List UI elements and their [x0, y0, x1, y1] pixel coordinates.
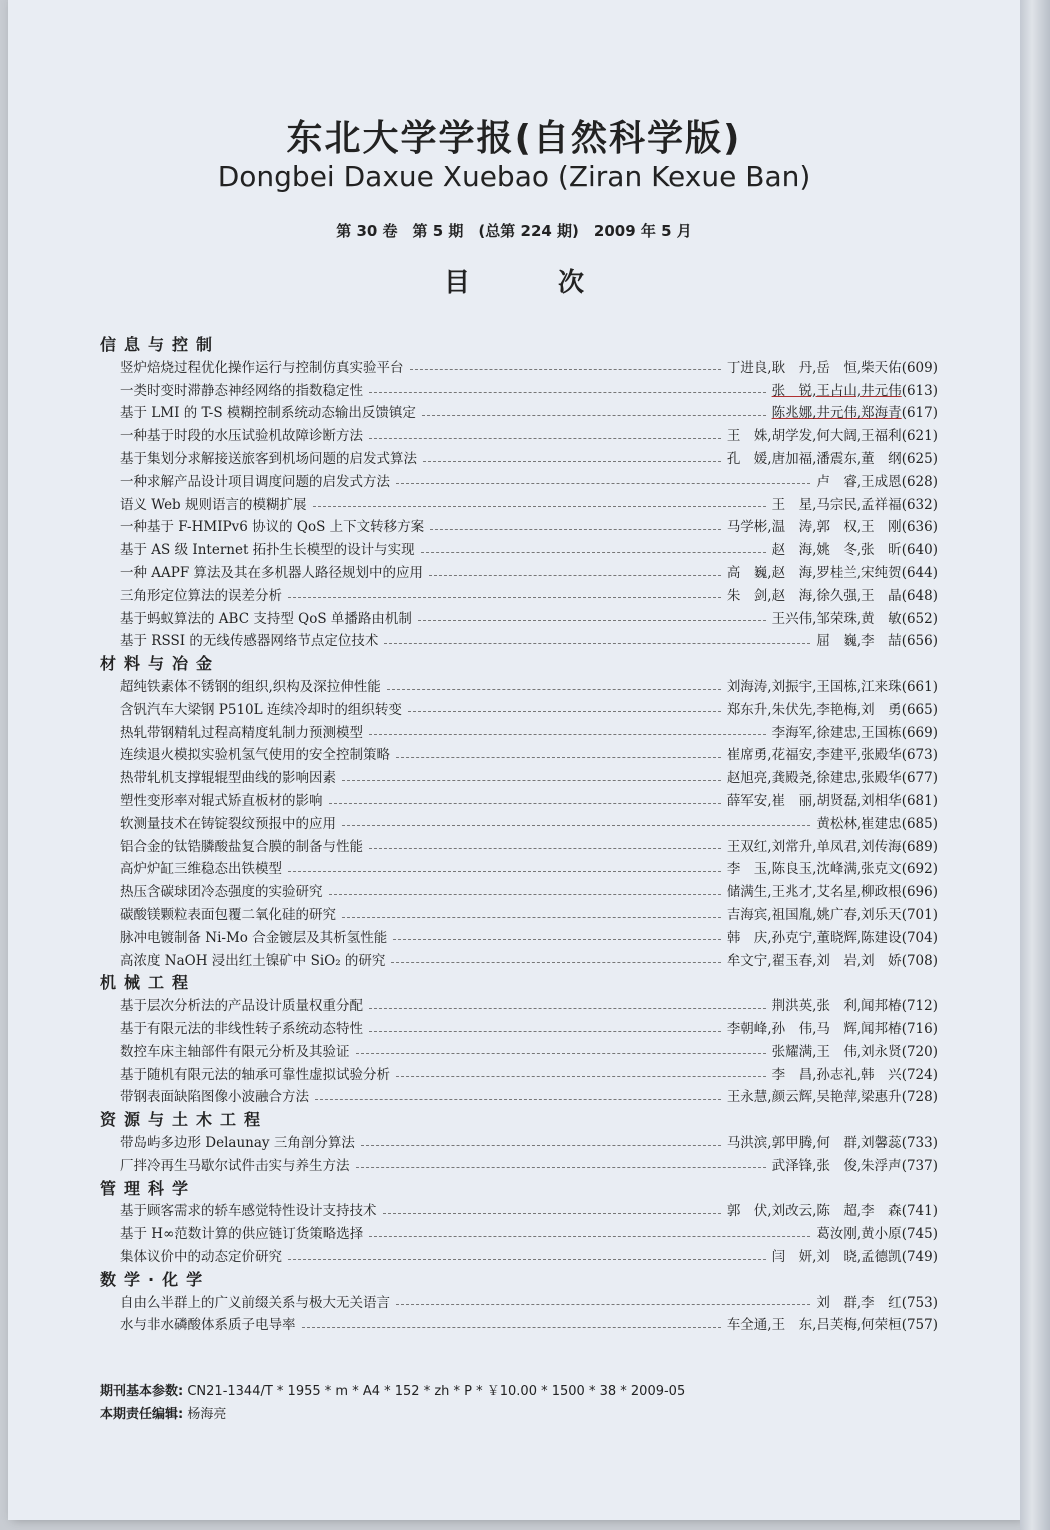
dot-leader [418, 620, 766, 621]
article-title: 热带轧机支撑辊辊型曲线的影响因素 [120, 770, 336, 787]
article-authors: 李 玉,陈良玉,沈峰满,张克文 [726, 861, 902, 878]
article-authors: 王 星,马宗民,孟祥福 [771, 496, 902, 513]
article-title: 高浓度 NaOH 浸出红土镍矿中 SiO₂ 的研究 [120, 952, 386, 969]
dot-leader [396, 483, 810, 484]
article-authors: 闫 妍,刘 晓,孟德凯 [771, 1249, 902, 1265]
article-authors: 刘 群,李 红 [816, 1294, 902, 1311]
page-number: (692) [901, 861, 938, 878]
article-authors: 李海军,徐建忠,王国栋 [771, 724, 902, 741]
journal-title-cn: 东北大学学报(自然科学版) [286, 118, 742, 159]
page-number: (712) [901, 998, 938, 1015]
article-title: 含钒汽车大梁钢 P510L 连续冷却时的组织转变 [120, 701, 402, 718]
page-number: (656) [901, 633, 938, 650]
article-authors: 王 姝,胡学发,何大阔,王福利 [726, 428, 902, 445]
dot-leader [383, 1213, 721, 1214]
article-authors: 赵旭亮,龚殿尧,徐建忠,张殿华 [726, 770, 902, 787]
article-authors: 王兴伟,邹荣珠,黄 敏 [771, 610, 902, 627]
toc-entry[interactable] [120, 1200, 938, 1222]
article-authors: 李 昌,孙志礼,韩 兴 [771, 1066, 902, 1083]
article-title: 带岛屿多边形 Delaunay 三角剖分算法 [120, 1135, 355, 1151]
article-title: 基于层次分析法的产品设计质量权重分配 [120, 998, 363, 1015]
article-title: 一种求解产品设计项目调度问题的启发式方法 [120, 473, 390, 490]
article-authors: 刘海涛,刘振宇,王国栋,江来珠 [726, 679, 902, 695]
article-authors: 葛汝刚,黄小原 [816, 1226, 902, 1243]
article-title: 塑性变形率对辊式矫直板材的影响 [120, 793, 323, 809]
section-heading: 材料与冶金 [100, 654, 221, 674]
article-title: 基于 LMI 的 T-S 模糊控制系统动态输出反馈镇定 [120, 405, 416, 422]
article-title: 脉冲电镀制备 Ni-Mo 合金镀层及其析氢性能 [120, 929, 388, 946]
article-authors: 高 巍,赵 海,罗桂兰,宋纯贺 [726, 565, 902, 581]
toc-entry[interactable] [120, 676, 938, 698]
dot-leader [342, 825, 810, 826]
article-authors: 陈兆娜,井元伟,郑海青 [771, 405, 902, 422]
article-title: 软测量技术在铸锭裂纹预报中的应用 [120, 815, 336, 832]
toc-entry[interactable] [120, 950, 938, 972]
article-authors: 张耀满,王 伟,刘永贤 [771, 1043, 902, 1060]
dot-leader [329, 803, 721, 804]
page-number: (640) [901, 542, 938, 559]
contents-heading: 目次 [443, 268, 672, 298]
page-number: (728) [901, 1089, 938, 1106]
dot-leader [421, 552, 766, 553]
article-authors: 屈 巍,李 喆 [816, 633, 902, 650]
params-value: CN21-1344/T * 1955 * m * A4 * 152 * zh * P * ￥10.00 * 1500 * 38 * 2009-05 [187, 1384, 686, 1399]
dot-leader [369, 1031, 721, 1032]
dot-leader [369, 392, 766, 393]
toc-entry[interactable] [120, 744, 938, 766]
article-title: 自由么半群上的广义前缀关系与极大无关语言 [120, 1294, 390, 1311]
article-authors: 崔席勇,花福安,李建平,张殿华 [726, 747, 902, 764]
toc-entry[interactable] [120, 1018, 938, 1040]
article-authors: 车全通,王 东,吕芙梅,何荣桓 [726, 1317, 902, 1334]
dot-leader [387, 689, 721, 690]
toc-entry[interactable] [120, 425, 938, 447]
dot-leader [369, 734, 766, 735]
section-heading: 机械工程 [100, 973, 197, 993]
article-authors: 朱 剑,赵 海,徐久强,王 晶 [726, 587, 902, 604]
page-number: (621) [901, 428, 938, 445]
page-number: (673) [901, 747, 938, 764]
page-number: (741) [901, 1203, 938, 1220]
article-authors: 吉海宾,祖国胤,姚广春,刘乐天 [726, 907, 902, 923]
article-title: 基于 AS 级 Internet 拓扑生长模型的设计与实现 [120, 542, 415, 559]
article-title: 三角形定位算法的误差分析 [120, 587, 282, 604]
article-title: 集体议价中的动态定价研究 [120, 1249, 282, 1265]
toc-entry[interactable] [120, 836, 938, 858]
dot-leader [329, 894, 721, 895]
article-authors: 黄松林,崔建忠 [816, 815, 902, 832]
page-number: (708) [901, 952, 938, 969]
section-heading: 信息与控制 [100, 335, 221, 354]
article-authors: 储满生,王兆才,艾名星,柳政根 [726, 884, 902, 901]
dot-leader [430, 529, 721, 530]
toc-entry[interactable] [120, 1132, 938, 1154]
toc-entry[interactable] [120, 357, 938, 379]
page-number: (652) [901, 610, 938, 627]
page-number: (704) [901, 929, 938, 946]
journal-title-en: Dongbei Daxue Xuebao (Ziran Kexue Ban) [217, 160, 811, 193]
article-authors: 王双红,刘常升,单凤君,刘传海 [726, 838, 902, 855]
toc-entry[interactable] [120, 881, 938, 903]
toc-entry[interactable] [120, 995, 938, 1017]
article-authors: 薛军安,崔 丽,胡贤磊,刘相华 [726, 793, 902, 809]
article-title: 热轧带钢精轧过程高精度轧制力预测模型 [120, 724, 363, 741]
editor-label: 本期责任编辑: [100, 1407, 184, 1422]
page-number: (677) [901, 770, 938, 787]
page-number: (696) [901, 884, 938, 901]
dot-leader [369, 1236, 810, 1237]
page-number: (648) [901, 587, 938, 604]
section-heading: 数学·化学 [100, 1269, 211, 1289]
dot-leader [361, 1145, 721, 1146]
article-authors: 赵 海,姚 冬,张 昕 [771, 542, 902, 559]
dot-leader [396, 1304, 810, 1305]
dot-leader [410, 369, 721, 370]
article-authors: 荆洪英,张 利,闻邦椿 [771, 998, 902, 1015]
toc-entry[interactable] [120, 813, 938, 835]
article-authors: 郑东升,朱伏先,李艳梅,刘 勇 [726, 701, 902, 718]
article-title: 基于 RSSI 的无线传感器网络节点定位技术 [120, 633, 379, 650]
dot-leader [369, 848, 721, 849]
dot-leader [356, 1053, 766, 1054]
dot-leader [342, 917, 721, 918]
article-title: 铝合金的钛锆膦酸盐复合膜的制备与性能 [120, 838, 363, 855]
dot-leader [288, 1259, 766, 1260]
article-authors: 张 锐,王占山,井元伟 [771, 382, 902, 399]
dot-leader [396, 1076, 766, 1077]
toc-entry[interactable] [120, 402, 938, 424]
article-authors: 李朝峰,孙 伟,马 辉,闻邦椿 [726, 1021, 902, 1037]
page-number: (609) [901, 359, 938, 376]
article-authors: 卢 睿,王成恩 [816, 473, 902, 490]
page-number: (617) [901, 405, 938, 422]
dot-leader [356, 1167, 766, 1168]
toc-entry[interactable] [120, 790, 938, 812]
dot-leader [288, 597, 721, 598]
journal-params [100, 1380, 685, 1399]
toc-entry[interactable] [120, 380, 938, 402]
article-title: 基于随机有限元法的轴承可靠性虚拟试验分析 [120, 1066, 390, 1083]
article-authors: 丁进良,耿 丹,岳 恒,柴天佑 [726, 359, 902, 376]
article-title: 一种基于 F-HMIPv6 协议的 QoS 上下文转移方案 [120, 519, 425, 536]
dot-leader [369, 1008, 766, 1009]
article-authors: 韩 庆,孙克宁,董晓辉,陈建设 [726, 929, 902, 946]
article-title: 基于 H∞范数计算的供应链订货策略选择 [120, 1226, 364, 1243]
article-title: 一种基于时段的水压试验机故障诊断方法 [120, 428, 363, 445]
editor-value: 杨海亮 [187, 1407, 227, 1422]
toc-entry[interactable] [120, 1314, 938, 1336]
dot-leader [393, 939, 721, 940]
toc-entry[interactable] [120, 1064, 938, 1086]
toc-entry[interactable] [120, 539, 938, 561]
page-number: (681) [901, 793, 938, 809]
toc-entry[interactable] [120, 722, 938, 744]
dot-leader [408, 711, 721, 712]
page-number: (749) [901, 1249, 938, 1265]
toc-entry[interactable] [120, 904, 938, 926]
toc-entry[interactable] [120, 630, 938, 652]
journal-page [8, 0, 1020, 1520]
article-authors: 王永慧,颜云辉,吴艳萍,梁惠升 [726, 1089, 902, 1106]
article-title: 水与非水磷酸体系质子电导率 [120, 1317, 296, 1334]
toc-entry[interactable] [120, 1292, 938, 1314]
article-authors: 孔 媛,唐加福,潘震东,董 纲 [726, 451, 902, 467]
page-number: (757) [901, 1317, 938, 1334]
page-number: (661) [901, 679, 938, 695]
toc-entry[interactable] [120, 699, 938, 721]
section-heading: 资源与土木工程 [100, 1110, 269, 1130]
page-number: (669) [901, 724, 938, 741]
toc-entry[interactable] [120, 1246, 938, 1268]
toc-entry[interactable] [120, 767, 938, 789]
page-number: (644) [901, 565, 938, 581]
article-title: 基于顾客需求的轿车感觉特性设计支持技术 [120, 1203, 377, 1220]
toc-entry[interactable] [120, 858, 938, 880]
article-title: 一种 AAPF 算法及其在多机器人路径规划中的应用 [120, 565, 424, 581]
article-title: 热压含碳球团冷态强度的实验研究 [120, 884, 323, 901]
issue-info: 第 30 卷 第 5 期 (总第 224 期) 2009 年 5 月 [336, 222, 692, 240]
toc-entry[interactable] [120, 562, 938, 584]
dot-leader [369, 438, 721, 439]
article-authors: 马学彬,温 涛,郭 权,王 刚 [726, 519, 902, 536]
article-title: 竖炉焙烧过程优化操作运行与控制仿真实验平台 [120, 359, 404, 376]
article-authors: 马洪滨,郭甲腾,何 群,刘馨蕊 [726, 1135, 902, 1151]
article-title: 连续退火模拟实验机氢气使用的安全控制策略 [120, 747, 390, 764]
dot-leader [384, 643, 810, 644]
article-title: 基于有限元法的非线性转子系统动态特性 [120, 1021, 363, 1037]
toc-entry[interactable] [120, 516, 938, 538]
dot-leader [315, 1099, 721, 1100]
page-number: (724) [901, 1066, 938, 1083]
page-number: (636) [901, 519, 938, 536]
dot-leader [396, 757, 721, 758]
dot-leader [423, 461, 721, 462]
page-number: (753) [901, 1294, 938, 1311]
next-page-edge [1020, 0, 1050, 1530]
article-title: 基于蚂蚁算法的 ABC 支持型 QoS 单播路由机制 [120, 610, 412, 627]
article-title: 基于集划分求解接送旅客到机场问题的启发式算法 [120, 451, 417, 467]
responsible-editor [100, 1403, 226, 1422]
page-number: (632) [901, 496, 938, 513]
dot-leader [288, 871, 721, 872]
article-title: 带钢表面缺陷图像小波融合方法 [120, 1089, 309, 1106]
article-title: 超纯铁素体不锈钢的组织,织构及深拉伸性能 [120, 679, 381, 695]
toc-entry[interactable] [120, 585, 938, 607]
page-number: (625) [901, 451, 938, 467]
dot-leader [342, 780, 721, 781]
dot-leader [429, 575, 721, 576]
toc-entry[interactable] [120, 448, 938, 470]
article-title: 厂拌冷再生马歇尔试件击实与养生方法 [120, 1157, 350, 1174]
dot-leader [422, 415, 766, 416]
dot-leader [313, 506, 766, 507]
toc-entry[interactable] [120, 1223, 938, 1245]
article-title: 一类时变时滞静态神经网络的指数稳定性 [120, 382, 363, 399]
section-heading: 管理科学 [100, 1178, 197, 1198]
toc-entry[interactable] [120, 471, 938, 493]
page-number: (720) [901, 1043, 938, 1060]
page-number: (733) [901, 1135, 938, 1151]
article-title: 高炉炉缸三维稳态出铁模型 [120, 861, 282, 878]
toc-entry[interactable] [120, 1155, 938, 1177]
page-number: (689) [901, 838, 938, 855]
toc-entry[interactable] [120, 927, 938, 949]
params-label: 期刊基本参数: [100, 1384, 184, 1399]
article-title: 数控车床主轴部件有限元分析及其验证 [120, 1043, 350, 1060]
toc-entry[interactable] [120, 1041, 938, 1063]
page-number: (701) [901, 907, 938, 923]
page-number: (745) [901, 1226, 938, 1243]
article-authors: 牟文宁,翟玉春,刘 岩,刘 娇 [726, 952, 902, 969]
article-title: 碳酸镁颗粒表面包覆二氧化硅的研究 [120, 907, 336, 923]
toc-entry[interactable] [120, 1086, 938, 1108]
page-number: (737) [901, 1157, 938, 1174]
article-title: 语义 Web 规则语言的模糊扩展 [120, 496, 307, 513]
page-number: (716) [901, 1021, 938, 1037]
article-authors: 武泽锋,张 俊,朱浮声 [771, 1157, 902, 1174]
page-number: (628) [901, 473, 938, 490]
toc-entry[interactable] [120, 494, 938, 516]
dot-leader [391, 962, 720, 963]
page-number: (685) [901, 815, 938, 832]
article-authors: 郭 伏,刘改云,陈 超,李 森 [726, 1203, 902, 1220]
dot-leader [302, 1327, 721, 1328]
page-number: (665) [901, 701, 938, 718]
toc-entry[interactable] [120, 608, 938, 630]
page-number: (613) [901, 382, 938, 399]
